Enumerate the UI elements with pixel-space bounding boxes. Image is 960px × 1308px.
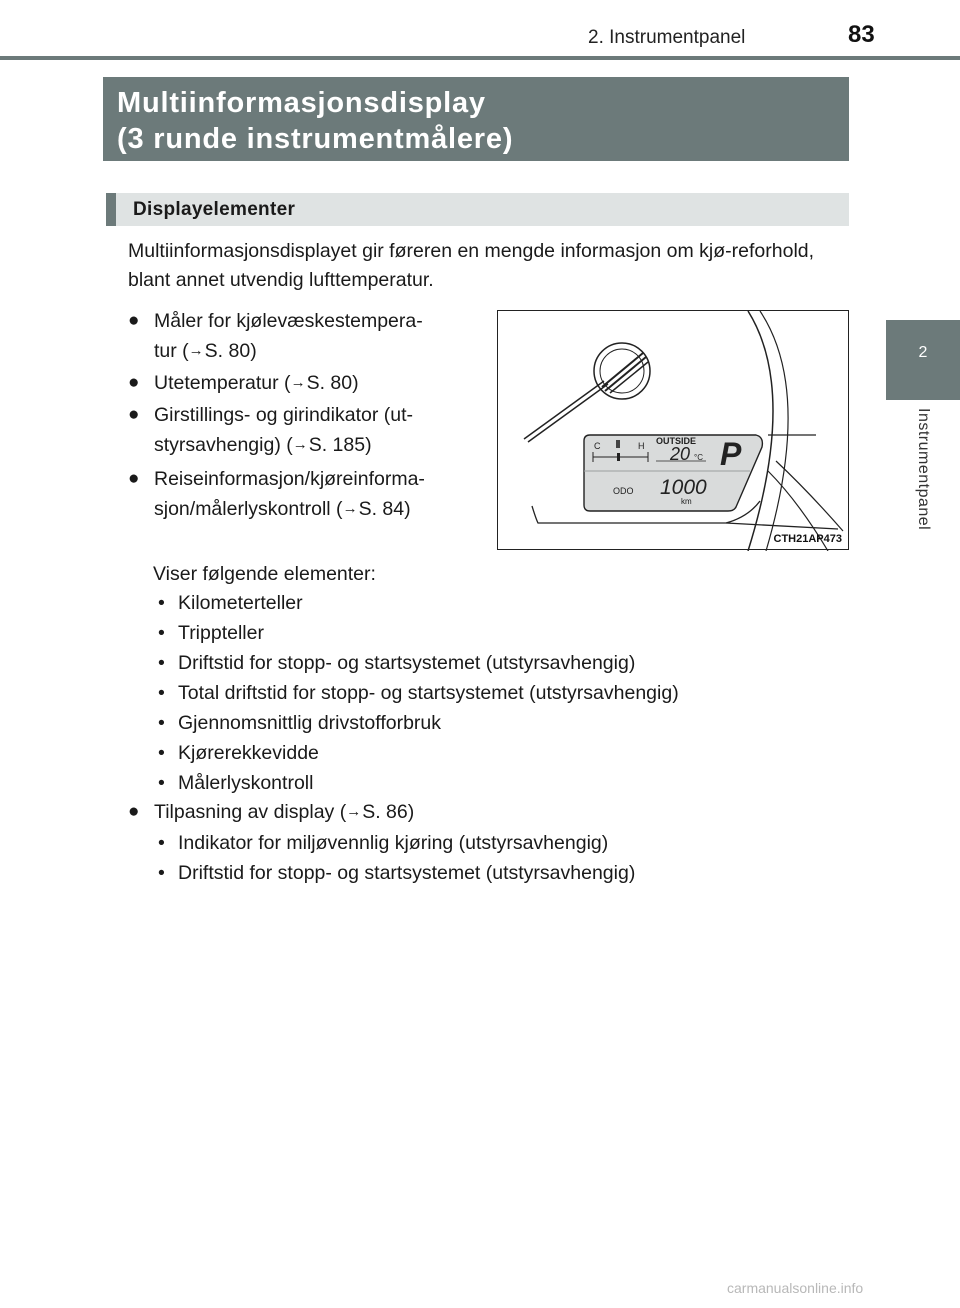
bullet-text: tur (	[154, 340, 189, 362]
bullet-marker: ●	[128, 310, 140, 331]
lcd-temp-unit: °C	[694, 453, 703, 462]
list-item: • Total driftstid for stopp- og startsystemet (utstyrsavhengig)	[158, 678, 679, 708]
arrow-icon: →	[290, 374, 306, 391]
list-item: • Målerlyskontroll	[158, 768, 679, 798]
lcd-cold-label: C	[594, 441, 601, 451]
arrow-icon: →	[188, 342, 204, 359]
page-reference-link[interactable]: S. 185)	[308, 434, 372, 456]
chapter-tab-number: 2	[918, 344, 928, 361]
lcd-hot-label: H	[638, 441, 645, 451]
header-divider	[0, 56, 960, 60]
bullet-text: Tilpasning av display (	[154, 801, 347, 823]
chapter-tab-label: Instrumentpanel	[915, 408, 932, 531]
watermark: carmanualsonline.info	[727, 1280, 864, 1296]
list-item: • Gjennomsnittlig drivstofforbruk	[158, 708, 679, 738]
bullet-text: styrsavhengig) (	[154, 434, 293, 456]
section-title	[103, 77, 849, 161]
lcd-gear-indicator: P	[720, 436, 742, 472]
lcd-odometer-value: 1000	[660, 476, 707, 499]
page-reference-link[interactable]: S. 84)	[358, 498, 411, 520]
page-reference-link[interactable]: S. 80)	[204, 340, 257, 362]
bullet-marker: ●	[128, 404, 140, 425]
bullet-marker: ●	[128, 468, 140, 489]
arrow-icon: →	[292, 436, 308, 453]
page-number: 83	[848, 21, 875, 48]
subheading-bar	[106, 193, 849, 226]
instrument-cluster-figure	[497, 310, 849, 550]
customization-items-list	[158, 828, 635, 888]
list-item: • Indikator for miljøvennlig kjøring (utstyrsavhengig)	[158, 828, 635, 858]
list-item: • Driftstid for stopp- og startsystemet (utstyrsavhengig)	[158, 858, 635, 888]
section-title-line2: (3 runde instrumentmålere)	[117, 123, 514, 155]
lcd-temp-value: 20	[670, 444, 691, 464]
bullet-text: Utetemperatur (	[154, 372, 291, 394]
figure-code: CTH21AP473	[773, 533, 842, 545]
bullet-text: sjon/målerlyskontroll (	[154, 498, 343, 520]
sub-intro: Viser følgende elementer:	[153, 563, 376, 585]
list-item: • Kjørerekkevidde	[158, 738, 679, 768]
chapter-title: 2. Instrumentpanel	[588, 27, 746, 48]
page-reference-link[interactable]: S. 80)	[306, 372, 359, 394]
section-title-line1: Multiinformasjonsdisplay	[117, 87, 486, 119]
display-items-list	[158, 588, 679, 798]
bullet-marker: ●	[128, 801, 140, 822]
intro-paragraph: Multiinformasjonsdisplayet gir føreren en mengde informasjon om kjø-reforhold, blant annet utvendig lufttemperatur.	[128, 240, 815, 291]
list-item: • Trippteller	[158, 618, 679, 648]
arrow-icon: →	[342, 500, 358, 517]
bullet-text-line: Girstillings- og girindikator (ut-	[154, 404, 413, 426]
page-reference-link[interactable]: S. 86)	[362, 801, 415, 823]
bullet-marker: ●	[128, 372, 140, 393]
list-item: • Kilometerteller	[158, 588, 679, 618]
list-item: • Driftstid for stopp- og startsystemet (utstyrsavhengig)	[158, 648, 679, 678]
lcd-outside-label: OUTSIDE	[656, 436, 697, 446]
lcd-odo-label: ODO	[613, 486, 634, 496]
instrument-cluster-illustration	[498, 311, 850, 551]
chapter-tab	[886, 320, 960, 400]
subheading: Displayelementer	[133, 199, 296, 220]
arrow-icon: →	[346, 803, 362, 820]
lcd-km-unit: km	[681, 497, 692, 506]
bullet-text-line: Reiseinformasjon/kjøreinforma-	[154, 468, 425, 490]
bullet-text-line: Måler for kjølevæskestempera-	[154, 310, 423, 332]
